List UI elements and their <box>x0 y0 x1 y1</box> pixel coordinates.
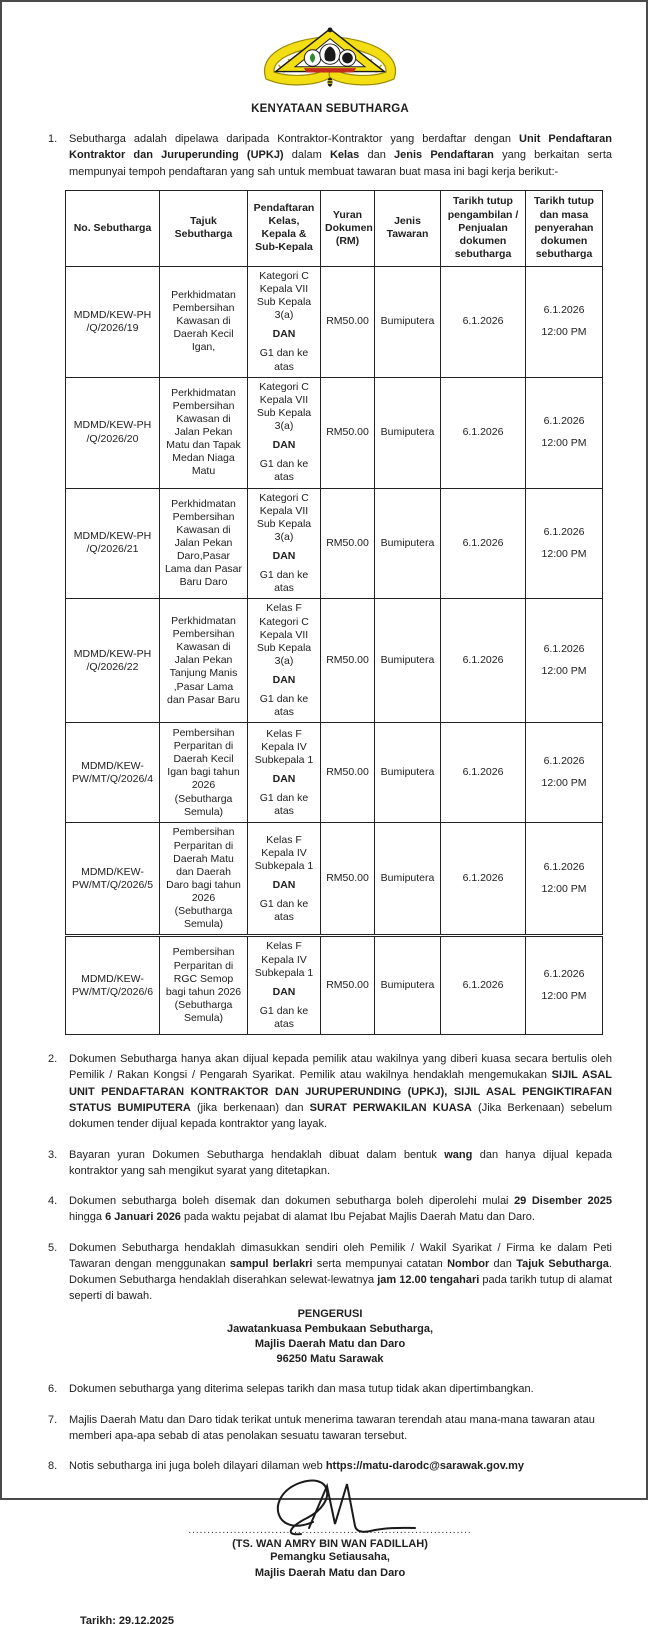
cell-tajuk: Perkhidmatan Pembersihan Kawasan di Jalan Pekan Matu dan Tapak Medan Niaga Matu <box>160 377 248 488</box>
text-segment: Sebutharga adalah dipelawa daripada Kontraktor-Kontraktor yang berdaftar dengan <box>69 133 520 145</box>
address-line-jawatankuasa: Jawatankuasa Pembukaan Sebutharga, <box>226 1322 434 1335</box>
kelas-requirement: Kelas F Kepala IV Subkepala 1 <box>254 833 314 872</box>
no-sebutharga-line: PW/MT/Q/2026/5 <box>71 878 154 891</box>
penyerahan-time: 12:00 PM <box>541 990 587 1003</box>
text-segment: Majlis Daerah Matu dan Daro tidak terikat untuk menerima tawaran terendah atau mana-mana tawaran atau memberi apa-apa sebab di atas penolakan sesuatu tawaran tersebut. <box>69 1413 595 1442</box>
cell-jenis-tawaran: Bumiputera <box>375 266 441 377</box>
kelas-dan-label: DAN <box>272 328 296 341</box>
header-yuran: Yuran Dokumen (RM) <box>321 190 375 266</box>
no-sebutharga-line: MDMD/KEW-PH <box>73 530 152 543</box>
kelas-grade: G1 dan ke atas <box>259 347 309 373</box>
text-segment: dalam <box>283 149 330 162</box>
cell-tarikh-tutup: 6.1.2026 <box>441 723 526 823</box>
logo-container <box>48 26 612 95</box>
cell-no-sebutharga <box>66 266 160 377</box>
bold-text-segment: Jenis Pendaftaran <box>394 149 494 162</box>
notice-item-3 <box>48 1147 612 1180</box>
bold-text-segment: Kelas <box>329 149 360 162</box>
bold-text-segment: sampul berlakri <box>229 1257 313 1270</box>
address-line-poskod: 96250 Matu Sarawak <box>276 1353 384 1366</box>
header-jenis: Jenis Tawaran <box>375 190 441 266</box>
item-text <box>69 1381 612 1397</box>
cell-yuran: RM50.00 <box>321 823 375 936</box>
cell-jenis-tawaran: Bumiputera <box>375 723 441 823</box>
no-sebutharga-line: MDMD/KEW- <box>81 865 144 878</box>
page-title: KENYATAAN SEBUTHARGA <box>251 103 409 115</box>
text-segment: Dokumen sebutharga yang diterima selepas tarikh dan masa tutup tidak akan dipertimbangkan. <box>69 1383 534 1396</box>
text-segment: pada waktu pejabat di alamat Ibu Pejabat Majlis Daerah Matu dan Daro. <box>180 1211 535 1224</box>
text-segment: (Jika Berkenaan) sebelum dokumen tender dijual kepada kontraktor yang layak. <box>69 1101 612 1131</box>
bold-text-segment: jam 12.00 tengahari <box>377 1274 480 1287</box>
address-line-pengerusi: PENGERUSI <box>297 1307 363 1320</box>
bold-text-segment: Unit Pendaftaran Kontraktor dan Juruperunding (UPKJ) <box>69 133 613 162</box>
cell-tajuk: Perkhidmatan Pembersihan Kawasan di Daerah Kecil Igan, <box>160 266 248 377</box>
text-segment: Dokumen sebutharga boleh disemak dan dokumen sebutharga boleh diperolehi mulai <box>69 1195 515 1208</box>
cell-tarikh-tutup: 6.1.2026 <box>441 823 526 936</box>
item-text <box>69 1240 612 1305</box>
notice-item-2 <box>48 1051 612 1132</box>
bold-text-segment: 6 Januari 2026 <box>105 1211 181 1224</box>
cell-pendaftaran-kelas <box>248 377 321 488</box>
text-segment: dan <box>359 149 395 162</box>
bold-text-segment: SURAT PERWAKILAN KUASA <box>309 1101 472 1114</box>
cell-tarikh-penyerahan <box>526 377 603 488</box>
cell-no-sebutharga <box>66 936 160 1035</box>
emblem-right-seal <box>342 53 353 64</box>
kelas-grade: G1 dan ke atas <box>259 792 309 818</box>
text-segment: yang berkaitan serta mempunyai tempoh pendaftaran yang sah untuk membuat tawaran buat masa ini bagi kerja berikut:- <box>69 149 613 178</box>
kelas-requirement: Kategori C Kepala VII Sub Kepala 3(a) <box>256 491 312 543</box>
cell-tarikh-tutup: 6.1.2026 <box>441 266 526 377</box>
penyerahan-date: 6.1.2026 <box>543 861 585 874</box>
cell-tajuk: Perkhidmatan Pembersihan Kawasan di Jalan Pekan Tanjung Manis ,Pasar Lama dan Pasar Baru <box>160 599 248 723</box>
cell-jenis-tawaran: Bumiputera <box>375 599 441 723</box>
text-segment: Dokumen Sebutharga hanya akan dijual kepada pemilik atau wakilnya yang diberi kuasa secara bertulis oleh Pemilik / Rakan Kongsi / Pengarah Syarikat. Pemilik atau wakilnya hendaklah mengemukakan <box>69 1053 612 1082</box>
cell-no-sebutharga <box>66 823 160 936</box>
bold-text-segment: https://matu-darodc@sarawak.gov.my <box>325 1460 525 1473</box>
text-segment: (jika berkenaan) dan <box>190 1101 310 1114</box>
crest-apex-ornament <box>328 27 333 32</box>
no-sebutharga-line: /Q/2026/20 <box>86 432 139 445</box>
bold-text-segment: 29 Disember 2025 <box>514 1195 613 1208</box>
cell-tajuk: Pembersihan Perparitan di Daerah Kecil Igan bagi tahun 2026 (Sebutharga Semula) <box>160 723 248 823</box>
table-row <box>66 377 603 488</box>
text-segment: dan hanya dijual kepada kontraktor yang sah mengikut syarat yang ditetapkan. <box>69 1148 612 1177</box>
no-sebutharga-line: MDMD/KEW- <box>81 972 144 985</box>
penyerahan-time: 12:00 PM <box>541 883 587 896</box>
cell-tajuk: Pembersihan Perparitan di Daerah Matu dan Daerah Daro bagi tahun 2026 (Sebutharga Semula) <box>160 823 248 936</box>
kelas-requirement: Kelas F Kepala IV Subkepala 1 <box>254 940 314 979</box>
no-sebutharga-line: PW/MT/Q/2026/4 <box>71 772 154 785</box>
item-number: 2. <box>48 1053 58 1066</box>
kelas-dan-label: DAN <box>272 878 296 891</box>
item-text <box>69 1051 612 1132</box>
kelas-dan-label: DAN <box>272 550 296 563</box>
penyerahan-date: 6.1.2026 <box>543 755 585 768</box>
council-crest-icon <box>255 26 405 90</box>
cell-tarikh-penyerahan <box>526 488 603 599</box>
cell-tarikh-tutup: 6.1.2026 <box>441 377 526 488</box>
cell-no-sebutharga <box>66 377 160 488</box>
table-header-row <box>66 190 603 266</box>
penyerahan-time: 12:00 PM <box>541 437 587 450</box>
cell-tajuk: Pembersihan Perparitan di RGC Semop bagi tahun 2026 (Sebutharga Semula) <box>160 936 248 1035</box>
cell-yuran: RM50.00 <box>321 723 375 823</box>
header-tajuk: Tajuk Sebutharga <box>160 190 248 266</box>
item-text <box>69 131 612 180</box>
cell-tarikh-penyerahan <box>526 599 603 723</box>
item-number: 1. <box>48 133 58 145</box>
no-sebutharga-line: MDMD/KEW-PH <box>73 419 152 432</box>
red-banner <box>304 68 356 72</box>
header-tarikh-tutup: Tarikh tutup pengambilan / Penjualan dokumen sebutharga <box>441 190 526 266</box>
header-no-sebutharga: No. Sebutharga <box>66 190 160 266</box>
penyerahan-date: 6.1.2026 <box>543 414 585 427</box>
cell-pendaftaran-kelas <box>248 936 321 1035</box>
item-number: 3. <box>48 1148 58 1161</box>
item-text <box>69 1147 612 1180</box>
kelas-grade: G1 dan ke atas <box>259 693 309 719</box>
signatory-organisation: Majlis Daerah Matu dan Daro <box>254 1566 406 1579</box>
header-tarikh-penyerahan: Tarikh tutup dan masa penyerahan dokumen sebutharga <box>526 190 603 266</box>
cell-yuran: RM50.00 <box>321 377 375 488</box>
table-row <box>66 488 603 599</box>
cell-tarikh-tutup: 6.1.2026 <box>441 599 526 723</box>
cell-tarikh-tutup: 6.1.2026 <box>441 936 526 1035</box>
notice-item-8 <box>48 1458 612 1474</box>
kelas-requirement: Kelas F Kepala IV Subkepala 1 <box>254 727 314 766</box>
kelas-grade: G1 dan ke atas <box>259 1004 309 1031</box>
no-sebutharga-line: /Q/2026/22 <box>86 660 139 673</box>
penyerahan-time: 12:00 PM <box>541 665 587 678</box>
no-sebutharga-line: PW/MT/Q/2026/6 <box>71 985 154 998</box>
penyerahan-time: 12:00 PM <box>541 547 587 560</box>
bold-text-segment: wang <box>444 1148 473 1161</box>
cell-no-sebutharga <box>66 599 160 723</box>
cell-tajuk: Perkhidmatan Pembersihan Kawasan di Jalan Pekan Daro,Pasar Lama dan Pasar Baru Daro <box>160 488 248 599</box>
kelas-requirement: Kategori C Kepala VII Sub Kepala 3(a) <box>256 380 312 433</box>
cell-pendaftaran-kelas <box>248 488 321 599</box>
cell-tarikh-tutup: 6.1.2026 <box>441 488 526 599</box>
cell-pendaftaran-kelas <box>248 723 321 823</box>
signatory-name: (TS. WAN AMRY BIN WAN FADILLAH) <box>232 1538 428 1551</box>
bold-text-segment: Tajuk Sebutharga <box>516 1257 609 1270</box>
item-number: 8. <box>48 1460 58 1473</box>
text-segment: Dokumen Sebutharga hendaklah dimasukkan sendiri oleh Pemilik / Wakil Syarikat / Firma ke dalam Peti Tawaran dengan menggunakan <box>69 1241 612 1270</box>
bold-text-segment: Nombor <box>447 1257 490 1270</box>
document-date: Tarikh: 29.12.2025 <box>80 1614 174 1627</box>
cell-yuran: RM50.00 <box>321 488 375 599</box>
notice-item-1 <box>48 131 612 180</box>
notice-item-7 <box>48 1412 612 1445</box>
kelas-dan-label: DAN <box>272 439 296 452</box>
no-sebutharga-line: MDMD/KEW-PH <box>73 308 152 321</box>
cell-pendaftaran-kelas <box>248 823 321 936</box>
cell-yuran: RM50.00 <box>321 266 375 377</box>
penyerahan-date: 6.1.2026 <box>543 304 585 317</box>
no-sebutharga-line: MDMD/KEW- <box>81 759 144 772</box>
item-text <box>69 1458 612 1474</box>
table-row <box>66 936 603 1035</box>
address-line-majlis: Majlis Daerah Matu dan Daro <box>254 1337 406 1350</box>
kelas-dan-label: DAN <box>272 985 296 998</box>
signature-dotted-line: ........................................................................... <box>188 1525 472 1537</box>
penyerahan-time: 12:00 PM <box>541 777 587 790</box>
kelas-grade: G1 dan ke atas <box>259 458 309 484</box>
cell-yuran: RM50.00 <box>321 936 375 1035</box>
item-text <box>69 1193 612 1226</box>
text-segment: . Dokumen Sebutharga hendaklah diserahkan selewat-lewatnya <box>69 1257 612 1287</box>
table-row <box>66 266 603 377</box>
no-sebutharga-line: /Q/2026/21 <box>86 543 139 556</box>
cell-tarikh-penyerahan <box>526 823 603 936</box>
kelas-requirement: Kategori C Kepala VII Sub Kepala 3(a) <box>256 269 312 322</box>
no-sebutharga-line: /Q/2026/19 <box>86 321 139 334</box>
no-sebutharga-line: MDMD/KEW-PH <box>73 647 152 660</box>
notice-item-4 <box>48 1193 612 1226</box>
cell-no-sebutharga <box>66 488 160 599</box>
table-row <box>66 599 603 723</box>
kelas-dan-label: DAN <box>272 772 296 785</box>
text-segment: serta mempunyai catatan <box>312 1257 448 1270</box>
penyerahan-time: 12:00 PM <box>541 326 587 339</box>
item-number: 6. <box>48 1383 58 1396</box>
cell-no-sebutharga <box>66 723 160 823</box>
text-segment: dan <box>489 1257 517 1270</box>
cell-tarikh-penyerahan <box>526 723 603 823</box>
bee-ornament-icon <box>327 78 332 87</box>
item-number: 5. <box>48 1241 58 1254</box>
cell-jenis-tawaran: Bumiputera <box>375 377 441 488</box>
penyerahan-date: 6.1.2026 <box>543 525 585 538</box>
cell-jenis-tawaran: Bumiputera <box>375 936 441 1035</box>
signature-block <box>48 1476 612 1580</box>
cell-jenis-tawaran: Bumiputera <box>375 823 441 936</box>
text-segment: hingga <box>69 1211 106 1224</box>
item-number: 7. <box>48 1413 58 1426</box>
table-row <box>66 723 603 823</box>
penyerahan-date: 6.1.2026 <box>543 968 585 981</box>
item-text <box>69 1412 612 1445</box>
signatory-role: Pemangku Setiausaha, <box>270 1551 390 1564</box>
table-row <box>66 823 603 936</box>
cell-jenis-tawaran: Bumiputera <box>375 488 441 599</box>
kelas-grade: G1 dan ke atas <box>259 898 309 924</box>
kelas-dan-label: DAN <box>272 674 296 687</box>
tender-table-body <box>66 266 603 1034</box>
cell-tarikh-penyerahan <box>526 266 603 377</box>
kelas-grade: G1 dan ke atas <box>259 569 309 595</box>
item-number: 4. <box>48 1195 58 1208</box>
cell-pendaftaran-kelas <box>248 599 321 723</box>
cell-tarikh-penyerahan <box>526 936 603 1035</box>
text-segment: Notis sebutharga ini juga boleh dilayari dilaman web <box>69 1460 326 1473</box>
notice-item-5 <box>48 1240 612 1305</box>
notice-item-6 <box>48 1381 612 1397</box>
chairman-address-block <box>48 1307 612 1368</box>
bold-text-segment: SIJIL ASAL UNIT PENDAFTARAN KONTRAKTOR DAN JURUPERUNDING (UPKJ), SIJIL ASAL PENGIKTIRAFAN STATUS BUMIPUTERA <box>69 1069 612 1114</box>
cell-pendaftaran-kelas <box>248 266 321 377</box>
penyerahan-date: 6.1.2026 <box>543 643 585 656</box>
header-pendaftaran: Pendaftaran Kelas, Kepala & Sub-Kepala <box>248 190 321 266</box>
text-segment: pada tarikh tutup di alamat seperti di bawah. <box>69 1274 613 1303</box>
cell-yuran: RM50.00 <box>321 599 375 723</box>
kelas-requirement: Kelas F Kategori C Kepala VII Sub Kepala 3(a) <box>256 602 312 667</box>
tender-table <box>65 190 603 1035</box>
text-segment: Bayaran yuran Dokumen Sebutharga hendaklah dibuat dalam bentuk <box>69 1148 445 1161</box>
